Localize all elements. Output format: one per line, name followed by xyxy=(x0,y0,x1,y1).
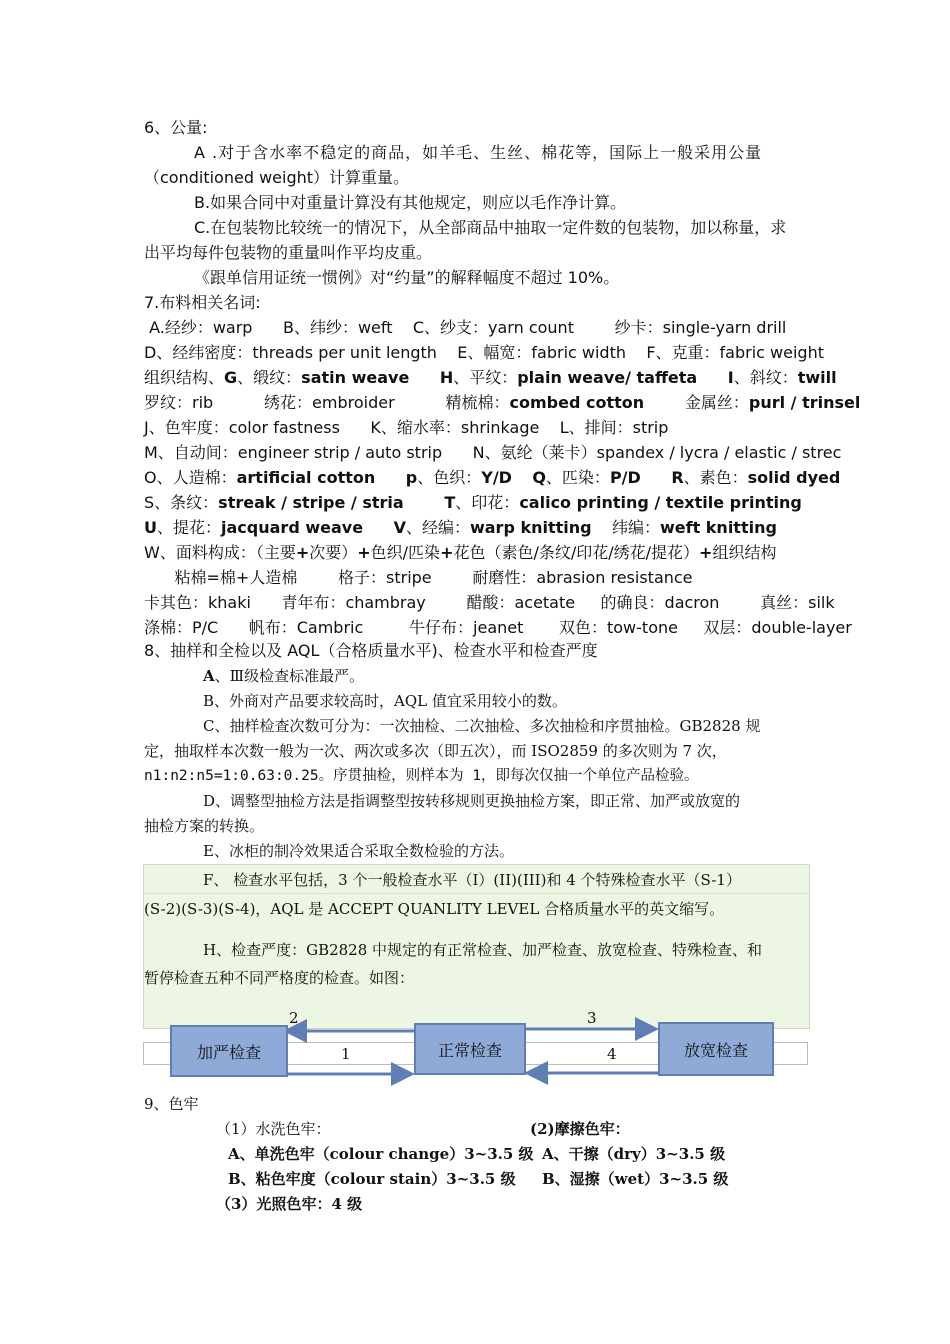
term-run: 卡其色：khaki 青年布：chambray 醋酸：acetate 的确良：dacron 真丝：silk xyxy=(144,593,835,612)
section-8-c-line3: n1:n2:n5=1:0.63:0.25。序贯抽检，则样本为 1，即每次仅抽一个单位产品检验。 xyxy=(144,768,699,784)
term-run: J、色牢度：color fastness K、缩水率：shrinkage L、排间：strip xyxy=(144,418,669,437)
term-run: T xyxy=(444,493,456,512)
term-run: twill xyxy=(797,368,837,387)
term-run: p xyxy=(405,468,418,487)
term-run: M、自动间：engineer strip / auto strip N、氨纶（莱卡）spandex / lycra / elastic / strec xyxy=(144,443,842,462)
section-8-a-letter: A xyxy=(203,667,215,685)
term-run: 金属丝： xyxy=(644,393,749,412)
section-8-title: 8、抽样和全检以及 AQL（合格质量水平)、检查水平和检查严度 xyxy=(144,641,598,660)
term-run: O、人造棉： xyxy=(144,468,237,487)
section-6-b: B.如果合同中对重量计算没有其他规定，则应以毛作净计算。 xyxy=(194,193,627,212)
arrow-label-1: 1 xyxy=(341,1045,351,1063)
section-8-f-line2: (S-2)(S-3)(S-4)，AQL 是 ACCEPT QUANLITY LEVEL 合格质量水平的英文缩写。 xyxy=(144,900,725,918)
term-run: + xyxy=(440,543,454,562)
reduced-inspection-box: 放宽检查 xyxy=(658,1022,774,1076)
term-run: weft knitting xyxy=(659,518,777,537)
term-run: 、缎纹： xyxy=(237,368,302,387)
term-run: U xyxy=(144,518,157,537)
term-run: H xyxy=(439,368,454,387)
rub-fastness-a: A、干擦（dry）3~3.5 级 xyxy=(542,1145,726,1163)
term-run: 涤棉：P/C 帆布：Cambric 牛仔布：jeanet 双色：tow-tone 双层：double-layer xyxy=(144,618,852,637)
term-run: combed cotton xyxy=(509,393,645,412)
term-run: 组织结构 xyxy=(712,543,777,562)
term-run: 、素色： xyxy=(683,468,748,487)
rub-fastness-b: B、湿擦（wet）3~3.5 级 xyxy=(542,1170,729,1188)
section-8-e: E、冰柜的制冷效果适合采取全数检验的方法。 xyxy=(203,842,514,860)
term-run: 、经编： xyxy=(405,518,470,537)
term-run: 、色织： xyxy=(417,468,482,487)
term-run: 组织结构、 xyxy=(144,368,225,387)
section-6-title: 6、公量: xyxy=(144,118,208,137)
term-run: satin weave xyxy=(301,368,410,387)
term-run: I xyxy=(727,368,734,387)
term-run: streak / stripe / stria xyxy=(218,493,404,512)
term-run: 粘棉=棉+人造棉 格子：stripe 耐磨性：abrasion resistance xyxy=(144,568,693,587)
section-6-a-line1: A .对于含水率不稳定的商品，如羊毛、生丝、棉花等，国际上一般采用公量 xyxy=(194,143,763,162)
term-run: 、斜纹： xyxy=(733,368,798,387)
term-run: purl / trinsel xyxy=(748,393,861,412)
section-8-c-line2: 定，抽取样本次数一般为一次、两次或多次（即五次），而 ISO2859 的多次则为 7 次， xyxy=(144,742,727,760)
term-run: calico printing / textile printing xyxy=(519,493,802,512)
section-6-c-line2: 出平均每件包装物的重量叫作平均皮重。 xyxy=(144,243,433,262)
term-run: 色织/匹染 xyxy=(370,543,441,562)
term-run: 、匹染： xyxy=(545,468,610,487)
term-run: G xyxy=(224,368,238,387)
wash-fastness-b: B、粘色牢度（colour stain）3~3.5 级 xyxy=(228,1170,516,1188)
term-run: 纬编： xyxy=(591,518,660,537)
term-run: 、提花： xyxy=(157,518,222,537)
section-8-d-line2: 抽检方案的转换。 xyxy=(144,817,265,835)
term-run: + xyxy=(295,543,310,562)
term-run: jacquard weave xyxy=(221,518,364,537)
term-run: W、面料构成：（主要 xyxy=(144,543,296,562)
term-run: artificial cotton xyxy=(236,468,376,487)
term-run: 花色（素色/条纹/印花/绣花/提花） xyxy=(453,543,700,562)
term-run: D、经纬密度：threads per unit length E、幅宽：fabric width F、克重：fabric weight xyxy=(144,343,824,362)
light-fastness: （3）光照色牢：4 级 xyxy=(216,1195,363,1213)
section-9-title: 9、色牢 xyxy=(144,1095,199,1113)
tightened-inspection-box: 加严检查 xyxy=(170,1025,288,1077)
term-run: + xyxy=(699,543,713,562)
section-8-h-line1: H、检查严度：GB2828 中规定的有正常检查、加严检查、放宽检查、特殊检查、和 xyxy=(203,941,763,959)
term-run: Q xyxy=(532,468,546,487)
term-run: 、平纹： xyxy=(453,368,518,387)
section-8-c-line1: C、抽样检查次数可分为：一次抽检、二次抽检、多次抽检和序贯抽检。GB2828 规 xyxy=(203,717,761,735)
term-run: + xyxy=(357,543,371,562)
term-run: 次要） xyxy=(309,543,358,562)
term-run: plain weave/ taffeta xyxy=(517,368,698,387)
term-run: warp knitting xyxy=(469,518,592,537)
rub-fastness-title: (2)摩擦色牢： xyxy=(530,1120,630,1138)
section-6-d: 《跟单信用证统一惯例》对“约量”的解释幅度不超过 10%。 xyxy=(194,268,620,287)
term-run: 、印花： xyxy=(455,493,520,512)
term-run: 罗纹：rib 绣花：embroider 精梳棉： xyxy=(144,393,510,412)
term-run: solid dyed xyxy=(747,468,841,487)
arrow-label-3: 3 xyxy=(587,1009,597,1027)
term-run: R xyxy=(671,468,684,487)
section-8-a-text: 、Ⅲ级检查标准最严。 xyxy=(214,667,365,685)
section-7-title: 7.布料相关名词: xyxy=(144,293,261,312)
arrow-label-4: 4 xyxy=(607,1045,617,1063)
section-8-f-line1: F、 检查水平包括，3 个一般检查水平（I）(II)(III)和 4 个特殊检查水平（S-1） xyxy=(203,871,741,889)
wash-fastness-a: A、单洗色牢（colour change）3~3.5 级 xyxy=(228,1145,534,1163)
arrow-label-2: 2 xyxy=(289,1009,299,1027)
section-6-a-line2: （conditioned weight）计算重量。 xyxy=(144,168,410,187)
term-run: A.经纱：warp B、纬纱：weft C、纱支：yarn count 纱卡：single-yarn drill xyxy=(144,318,787,337)
section-8-d-line1: D、调整型抽检方法是指调整型按转移规则更换抽检方案，即正常、加严或放宽的 xyxy=(203,792,741,810)
section-6-c-line1: C.在包装物比较统一的情况下，从全部商品中抽取一定件数的包装物，加以称量，求 xyxy=(194,218,787,237)
term-run: P/D xyxy=(609,468,641,487)
section-8-b: B、外商对产品要求较高时，AQL 值宜采用较小的数。 xyxy=(203,692,567,710)
term-run: V xyxy=(393,518,406,537)
term-run: S、条纹： xyxy=(144,493,219,512)
section-8-h-line2: 暂停检查五种不同严格度的检查。如图： xyxy=(144,969,415,987)
normal-inspection-box: 正常检查 xyxy=(414,1023,526,1075)
term-run: Y/D xyxy=(481,468,512,487)
wash-fastness-title: （1）水洗色牢： xyxy=(216,1120,331,1138)
